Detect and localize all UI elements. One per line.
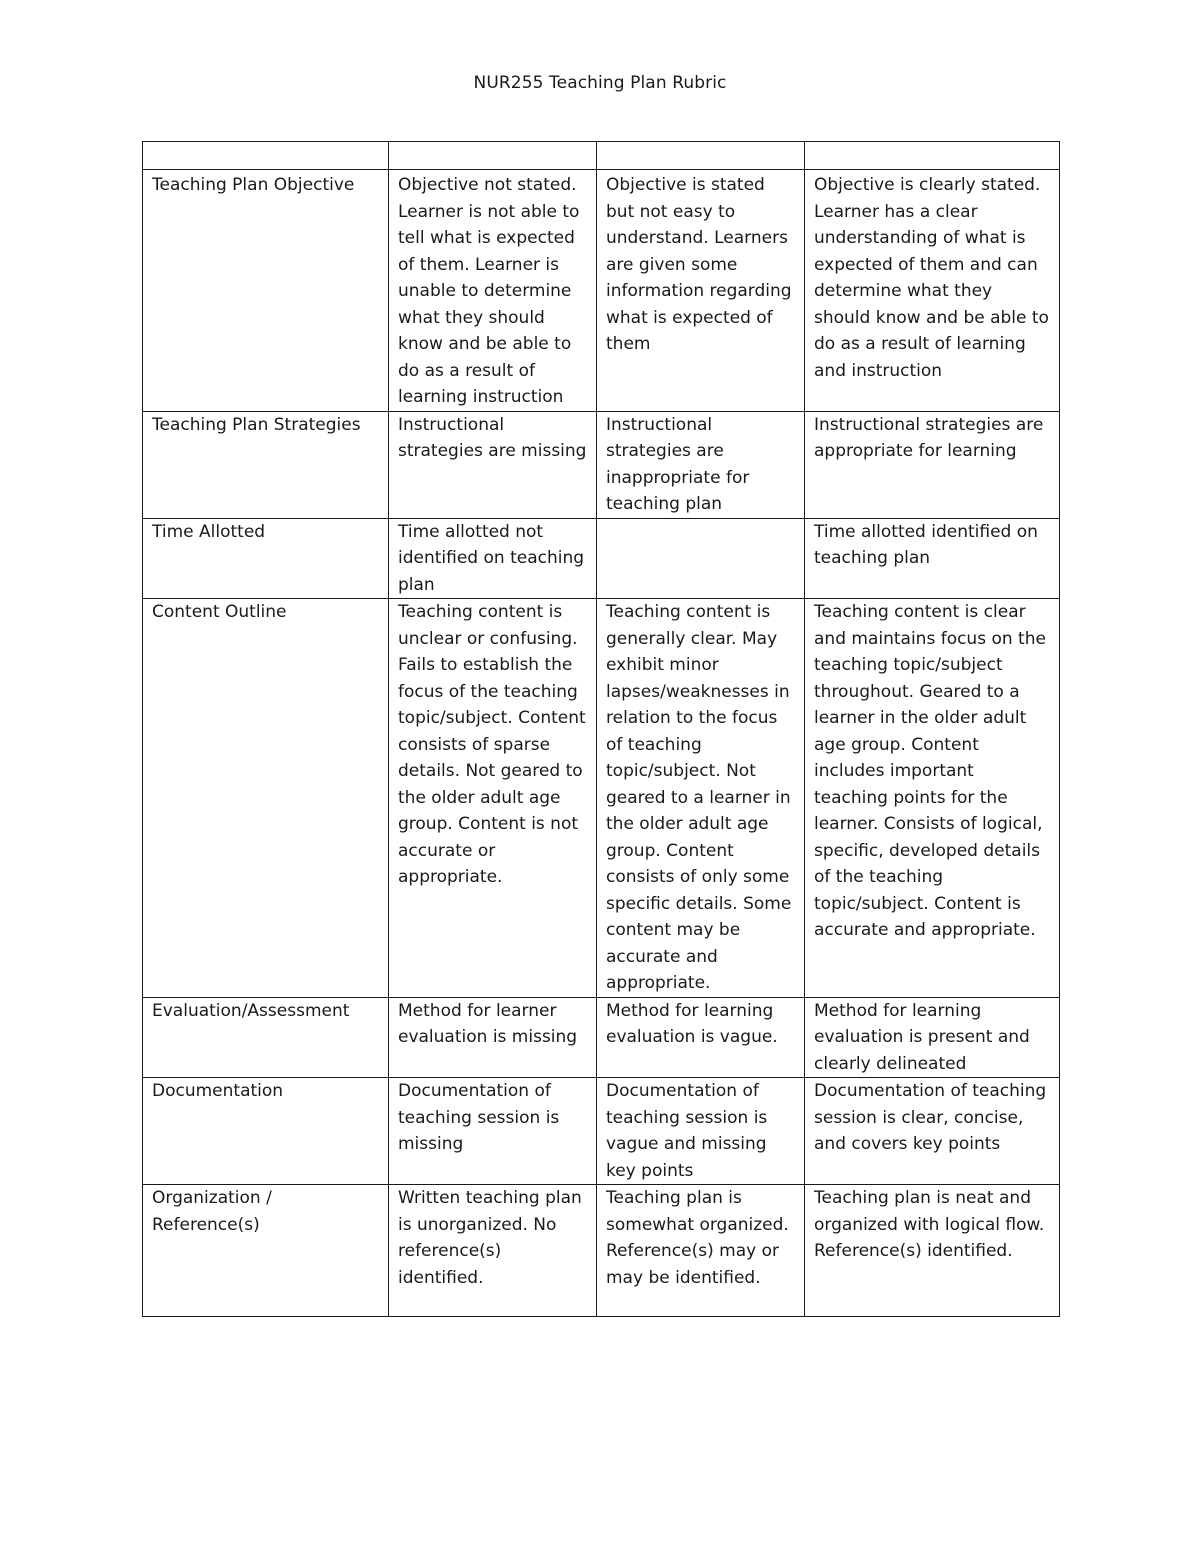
level-cell: Documentation of teaching session is missing [389, 1078, 597, 1185]
table-row [143, 518, 1060, 599]
header-cell [597, 142, 805, 170]
level-cell: Objective not stated. Learner is not able to tell what is expected of them. Learner is unable to determine what they should know and be able to do as a result of learning instruction [389, 170, 597, 412]
level-cell: Teaching content is clear and maintains focus on the teaching topic/subject throughout. Geared to a learner in the older adult age group. Content includes important teaching points for the learner. Consists of logical, specific, developed details of the teaching topic/subject. Content is accurate and appropriate. [805, 599, 1060, 998]
criterion-cell: Time Allotted [143, 518, 389, 599]
level-cell: Teaching content is unclear or confusing. Fails to establish the focus of the teaching topic/subject. Content consists of sparse details. Not geared to the older adult age group. Content is not accurate or appropriate. [389, 599, 597, 998]
table-row [143, 170, 1060, 412]
rubric-table [142, 141, 1060, 1317]
level-cell: Instructional strategies are appropriate for learning [805, 411, 1060, 518]
level-cell: Teaching plan is neat and organized with logical flow. Reference(s) identified. [805, 1185, 1060, 1317]
level-cell: Documentation of teaching session is clear, concise, and covers key points [805, 1078, 1060, 1185]
level-cell: Time allotted not identified on teaching plan [389, 518, 597, 599]
level-cell: Objective is stated but not easy to understand. Learners are given some information regarding what is expected of them [597, 170, 805, 412]
level-cell: Instructional strategies are inappropriate for teaching plan [597, 411, 805, 518]
level-cell [597, 518, 805, 599]
level-cell: Documentation of teaching session is vague and missing key points [597, 1078, 805, 1185]
table-header-row [143, 142, 1060, 170]
level-cell: Method for learning evaluation is vague. [597, 997, 805, 1078]
header-cell [805, 142, 1060, 170]
criterion-cell: Organization / Reference(s) [143, 1185, 389, 1317]
header-cell [143, 142, 389, 170]
level-cell: Teaching content is generally clear. May exhibit minor lapses/weaknesses in relation to the focus of teaching topic/subject. Not geared to a learner in the older adult age group. Content consists of only some specific details. Some content may be accurate and appropriate. [597, 599, 805, 998]
level-cell: Time allotted identified on teaching plan [805, 518, 1060, 599]
level-cell: Method for learning evaluation is present and clearly delineated [805, 997, 1060, 1078]
level-cell: Method for learner evaluation is missing [389, 997, 597, 1078]
table-row [143, 599, 1060, 998]
criterion-cell: Evaluation/Assessment [143, 997, 389, 1078]
table-row [143, 411, 1060, 518]
level-cell: Objective is clearly stated. Learner has a clear understanding of what is expected of them and can determine what they should know and be able to do as a result of learning and instruction [805, 170, 1060, 412]
table-row [143, 1078, 1060, 1185]
criterion-cell: Documentation [143, 1078, 389, 1185]
criterion-cell: Teaching Plan Objective [143, 170, 389, 412]
level-cell: Written teaching plan is unorganized. No reference(s) identified. [389, 1185, 597, 1317]
level-cell: Instructional strategies are missing [389, 411, 597, 518]
table-row [143, 1185, 1060, 1317]
criterion-cell: Teaching Plan Strategies [143, 411, 389, 518]
criterion-cell: Content Outline [143, 599, 389, 998]
header-cell [389, 142, 597, 170]
level-cell: Teaching plan is somewhat organized. Reference(s) may or may be identified. [597, 1185, 805, 1317]
table-row [143, 997, 1060, 1078]
page-title: NUR255 Teaching Plan Rubric [473, 73, 727, 93]
